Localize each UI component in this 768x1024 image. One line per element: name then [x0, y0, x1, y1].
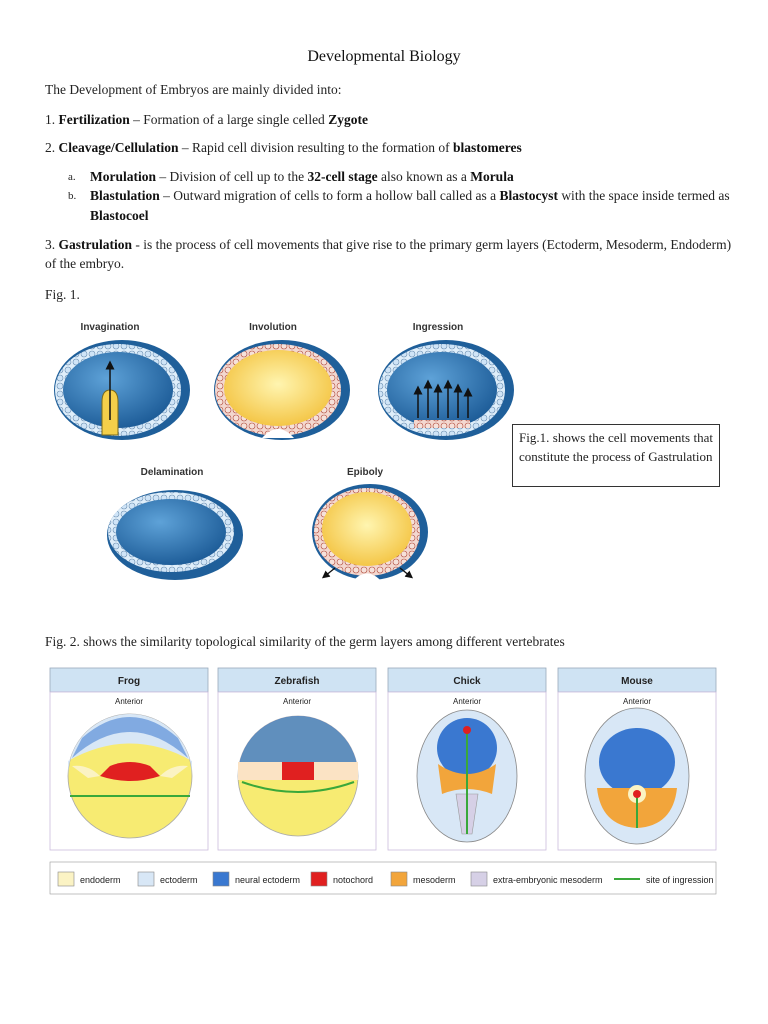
panel-label-delamination: Delamination	[140, 467, 204, 478]
anterior-label: Anterior	[114, 697, 144, 706]
intro-text: The Development of Embryos are mainly divided into:	[45, 82, 342, 97]
page-title: Developmental Biology	[307, 48, 461, 65]
invagination-embryo	[54, 340, 190, 440]
item-term: Gastrulation	[58, 237, 133, 252]
subitem-marker: b.	[68, 190, 77, 202]
item-cleavage	[45, 138, 522, 157]
column-frog	[50, 668, 208, 850]
panel-label-invagination: Invagination	[80, 322, 140, 333]
item-gastrulation	[45, 235, 735, 273]
fig2-germ-layers-diagram	[48, 666, 720, 898]
panel-label-epiboly: Epiboly	[346, 467, 384, 478]
fig2-label: Fig. 2. shows the similarity topological similarity of the germ layers among different vertebrates	[45, 634, 565, 649]
subitem-term: Morulation	[90, 169, 156, 184]
legend-neural-ectoderm: neural ectoderm	[235, 875, 301, 885]
column-zebrafish	[218, 668, 376, 850]
item-number: 3.	[45, 237, 56, 252]
column-mouse	[558, 668, 716, 850]
legend-extra-embryonic-mesoderm: extra-embryonic mesoderm	[493, 875, 603, 885]
item-text: - is the process of cell movements that give rise to the primary germ layers (Ectoderm, Mesoderm, Endoderm) of the embryo.	[45, 237, 732, 271]
fig1-caption-box: Fig.1. shows the cell movements that constitute the process of Gastrulation	[512, 424, 720, 487]
subitem-marker: a.	[68, 171, 76, 183]
item-text: – Formation of a large single celled	[129, 112, 329, 127]
subitem-blastulation: b. Blastulation – Outward migration of cells to form a hollow ball called as a Blastocyst with the space inside termed as Blastocoel	[68, 188, 730, 223]
item-text: – Rapid cell division resulting to the formation of	[178, 140, 453, 155]
legend-notochord: notochord	[333, 875, 374, 885]
legend-ectoderm: ectoderm	[160, 875, 198, 885]
item-bold: Zygote	[328, 112, 368, 127]
legend-mesoderm: mesoderm	[413, 875, 456, 885]
ingression-embryo	[378, 340, 514, 440]
panel-label-involution: Involution	[249, 322, 297, 333]
item-term: Fertilization	[58, 112, 130, 127]
delamination-embryo	[107, 490, 243, 580]
subitem-term: Blastulation	[90, 188, 160, 203]
column-chick	[388, 668, 546, 850]
panel-label-ingression: Ingression	[412, 322, 464, 333]
legend	[50, 862, 716, 894]
subitem-morulation: a. Morulation – Division of cell up to the 32-cell stage also known as a Morula	[90, 167, 730, 187]
column-title: Zebrafish	[274, 676, 320, 687]
anterior-label: Anterior	[282, 697, 312, 706]
fig1-gastrulation-diagram	[40, 310, 520, 610]
anterior-label: Anterior	[622, 697, 652, 706]
item-number: 1.	[45, 112, 56, 127]
involution-embryo	[214, 340, 350, 440]
legend-site-of-ingression: site of ingression	[646, 875, 714, 885]
column-title: Chick	[453, 676, 481, 687]
item-number: 2.	[45, 140, 56, 155]
column-title: Frog	[117, 676, 141, 687]
item-term: Cleavage/Cellulation	[58, 140, 179, 155]
column-title: Mouse	[621, 676, 653, 687]
epiboly-embryo	[312, 484, 428, 582]
fig1-label: Fig. 1.	[45, 287, 80, 302]
item-fertilization	[45, 110, 368, 129]
item-bold: blastomeres	[452, 140, 522, 155]
anterior-label: Anterior	[452, 697, 482, 706]
legend-endoderm: endoderm	[80, 875, 121, 885]
